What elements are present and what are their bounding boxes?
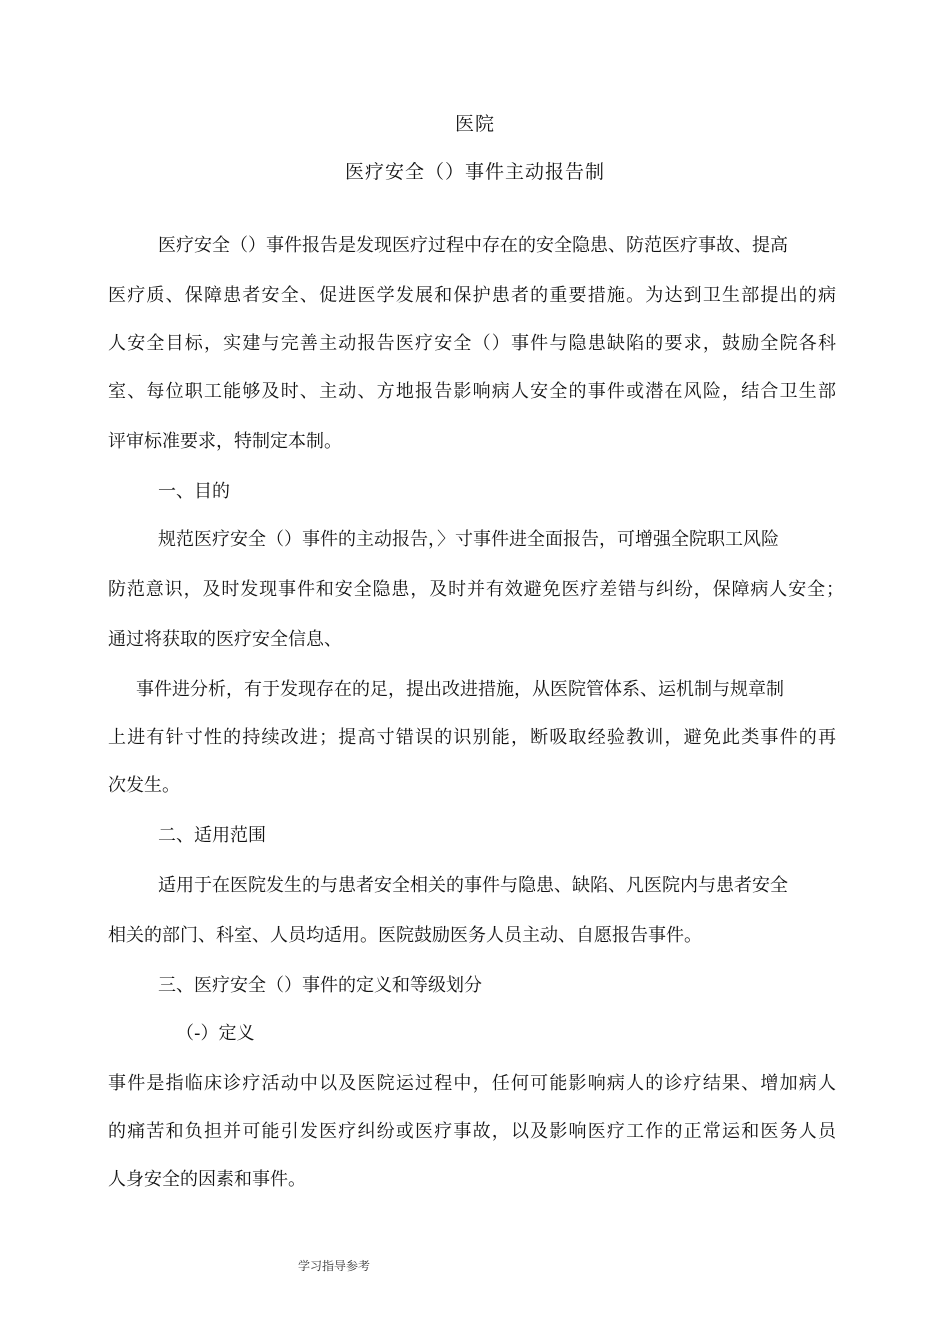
paragraph-line: 医疗安全（）事件报告是发现医疗过程中存在的安全隐患、防范医疗事故、提高 (158, 235, 788, 256)
subsection-heading: （-）定义 (176, 1023, 255, 1044)
paragraph-line: 防范意识，及时发现事件和安全隐患，及时并有效避免医疗差错与纠纷，保障病人安全； (108, 579, 844, 600)
paragraph-line: 人安全目标，实建与完善主动报告医疗安全（）事件与隐患缺陷的要求，鼓励全院各科 (108, 333, 836, 354)
paragraph-line: 规范医疗安全（）事件的主动报告，〉寸事件进全面报告，可增强全院职工风险 (158, 529, 779, 550)
paragraph-line: 上进有针寸性的持续改进；提高寸错误的识别能，断吸取经验教训，避免此类事件的再 (108, 727, 836, 748)
paragraph-line: 事件进分析，有于发现存在的足，提出改进措施，从医院管体系、运机制与规章制 (136, 679, 784, 700)
paragraph-line: 通过将获取的医疗安全信息、 (108, 629, 342, 650)
section-heading: 三、医疗安全（）事件的定义和等级划分 (158, 975, 482, 996)
paragraph-line: 评审标准要求，特制定本制。 (108, 431, 342, 452)
document-title: 医院 (454, 113, 495, 135)
paragraph-line: 事件是指临床诊疗活动中以及医院运过程中，任何可能影响病人的诊疗结果、增加病人 (108, 1073, 836, 1094)
paragraph-line: 次发生。 (108, 775, 180, 796)
paragraph-line: 相关的部门、科室、人员均适用。医院鼓励医务人员主动、自愿报告事件。 (108, 925, 702, 946)
paragraph-line: 的痛苦和负担并可能引发医疗纠纷或医疗事故，以及影响医疗工作的正常运和医务人员 (108, 1121, 836, 1142)
section-heading: 二、适用范围 (158, 825, 266, 846)
page-footer: 学习指导参考 (298, 1259, 371, 1273)
document-subtitle: 医疗安全（）事件主动报告制 (344, 161, 605, 183)
paragraph-line: 医疗质、保障患者安全、促进医学发展和保护患者的重要措施。为达到卫生部提出的病 (108, 285, 836, 306)
paragraph-line: 人身安全的因素和事件。 (108, 1169, 306, 1190)
paragraph-line: 室、每位职工能够及时、主动、方地报告影响病人安全的事件或潜在风险，结合卫生部 (108, 381, 836, 402)
section-heading: 一、目的 (158, 481, 230, 502)
paragraph-line: 适用于在医院发生的与患者安全相关的事件与隐患、缺陷、凡医院内与患者安全 (158, 875, 788, 896)
